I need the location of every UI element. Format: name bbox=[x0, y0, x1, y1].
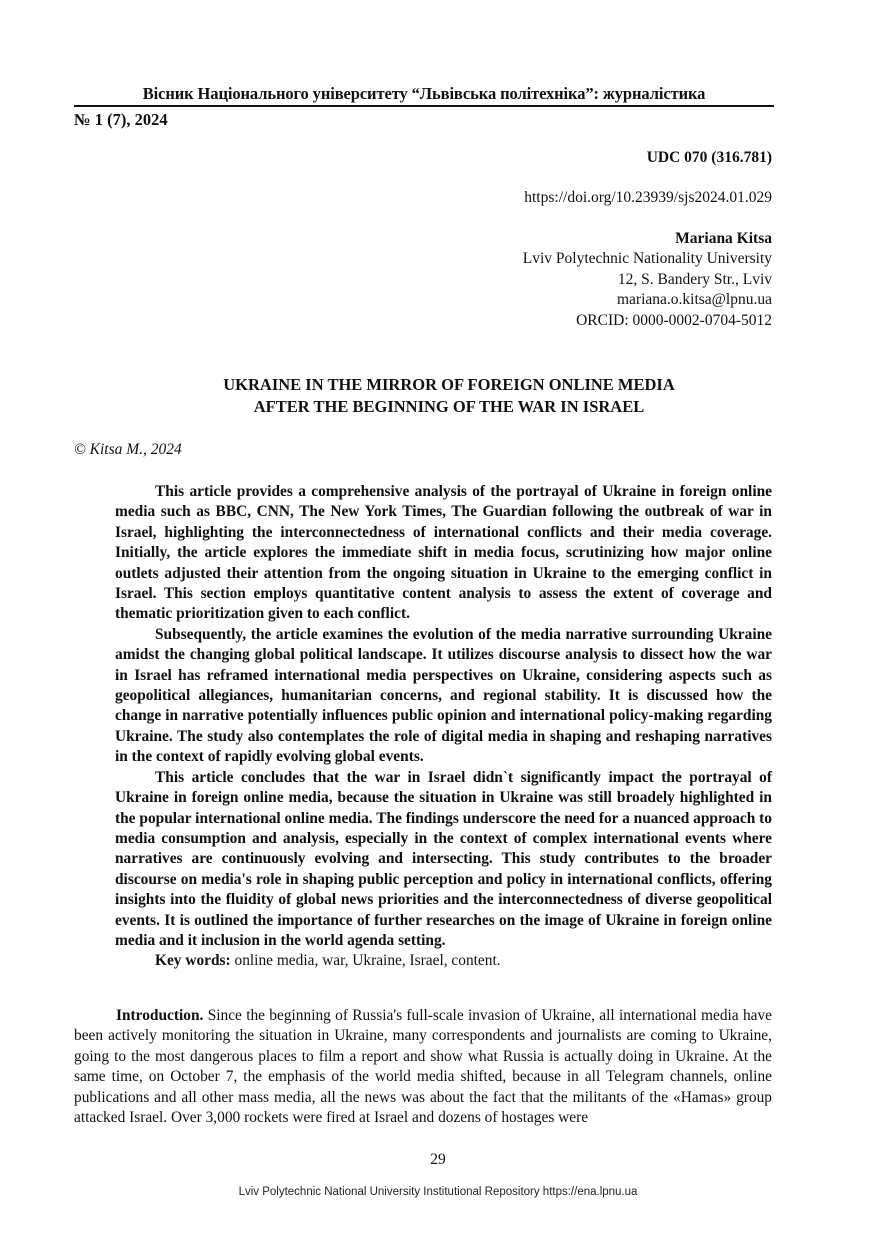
author-email[interactable]: mariana.o.kitsa@lpnu.ua bbox=[616, 291, 772, 308]
article-title-line-2: AFTER THE BEGINNING OF THE WAR IN ISRAEL bbox=[253, 397, 645, 416]
doi-link[interactable]: https://doi.org/10.23939/sjs2024.01.029 bbox=[524, 189, 772, 206]
repository-footer: Lviv Polytechnic National University Institutional Repository https://ena.lpnu.ua bbox=[238, 1186, 638, 1198]
issue-number: № 1 (7), 2024 bbox=[74, 110, 168, 129]
introduction-paragraph bbox=[74, 1006, 772, 1128]
introduction-label: Introduction. bbox=[116, 1007, 204, 1024]
abstract-paragraph: This article concludes that the war in Israel didn`t significantly impact the portrayal of Ukraine in foreign online media, because the situation in Ukraine was still broadely highlighted in the popular international online media. The findings underscore the need for a nuanced approach to media consumption and analysis, especially in the context of complex international events where narratives are continuously evolving and intersecting. This study contributes to the broader discourse on media's role in shaping public perception and policy in international conflicts, offering insights into the fluidity of global news priorities and the interconnectedness of diverse geopolitical events. It is outlined the importance of further researches on the image of Ukraine in foreign online media and it inclusion in the world agenda setting. bbox=[115, 768, 772, 949]
introduction-text: Since the beginning of Russia's full-scale invasion of Ukraine, all international media have been actively monitoring the situation in Ukraine, many correspondents and journalists are coming to Ukraine, going to the most dangerous places to film a report and show what Russia is actually doing in Ukraine. At the same time, on October 7, the emphasis of the world media shifted, because in all Telegram channels, online publications and all other mass media, all the news was about the fact that the militants of the «Hamas» group attacked Israel. Over 3,000 rockets were fired at Israel and dozens of hostages were bbox=[74, 1007, 772, 1127]
introduction-section bbox=[74, 1006, 772, 1128]
journal-title: Вісник Національного університету “Львівська політехніка”: журналістика bbox=[142, 84, 706, 103]
abstract bbox=[115, 482, 772, 972]
keywords-list: online media, war, Ukraine, Israel, content. bbox=[230, 952, 501, 970]
header-divider bbox=[74, 105, 774, 107]
article-title bbox=[74, 374, 824, 418]
article-title-line-1: UKRAINE IN THE MIRROR OF FOREIGN ONLINE MEDIA bbox=[223, 375, 675, 394]
author-affiliation: Lviv Polytechnic Nationality University bbox=[522, 250, 772, 267]
author-name: Mariana Kitsa bbox=[675, 230, 772, 247]
keywords-label: Key words: bbox=[155, 952, 231, 970]
udc-code: UDC 070 (316.781) bbox=[646, 149, 772, 166]
copyright-notice: © Kitsa M., 2024 bbox=[74, 441, 182, 458]
abstract-paragraph: This article provides a comprehensive analysis of the portrayal of Ukraine in foreign online media such as BBC, CNN, The New York Times, The Guardian following the outbreak of war in Israel, highlighting the interconnectedness of international conflicts and their media coverage. Initially, the article explores the immediate shift in media focus, scrutinizing how major online outlets adjusted their attention from the ongoing situation in Ukraine to the emerging conflict in Israel. This section employs quantitative content analysis to assess the extent of coverage and thematic prioritization given to each conflict. bbox=[115, 483, 772, 623]
page-number: 29 bbox=[430, 1151, 446, 1168]
author-address: 12, S. Bandery Str., Lviv bbox=[617, 271, 772, 288]
author-orcid: ORCID: 0000-0002-0704-5012 bbox=[576, 312, 772, 329]
abstract-paragraph: Subsequently, the article examines the evolution of the media narrative surrounding Ukraine amidst the changing global political landscape. It utilizes discourse analysis to dissect how the war in Israel has reframed international media perspectives on Ukraine, considering aspects such as geopolitical allegiances, humanitarian concerns, and regional stability. It is discussed how the change in narrative potentially influences public opinion and international policy-making regarding Ukraine. The study also contemplates the role of digital media in shaping and reshaping narratives in the context of rapidly evolving global events. bbox=[115, 625, 772, 766]
keywords bbox=[115, 951, 772, 971]
